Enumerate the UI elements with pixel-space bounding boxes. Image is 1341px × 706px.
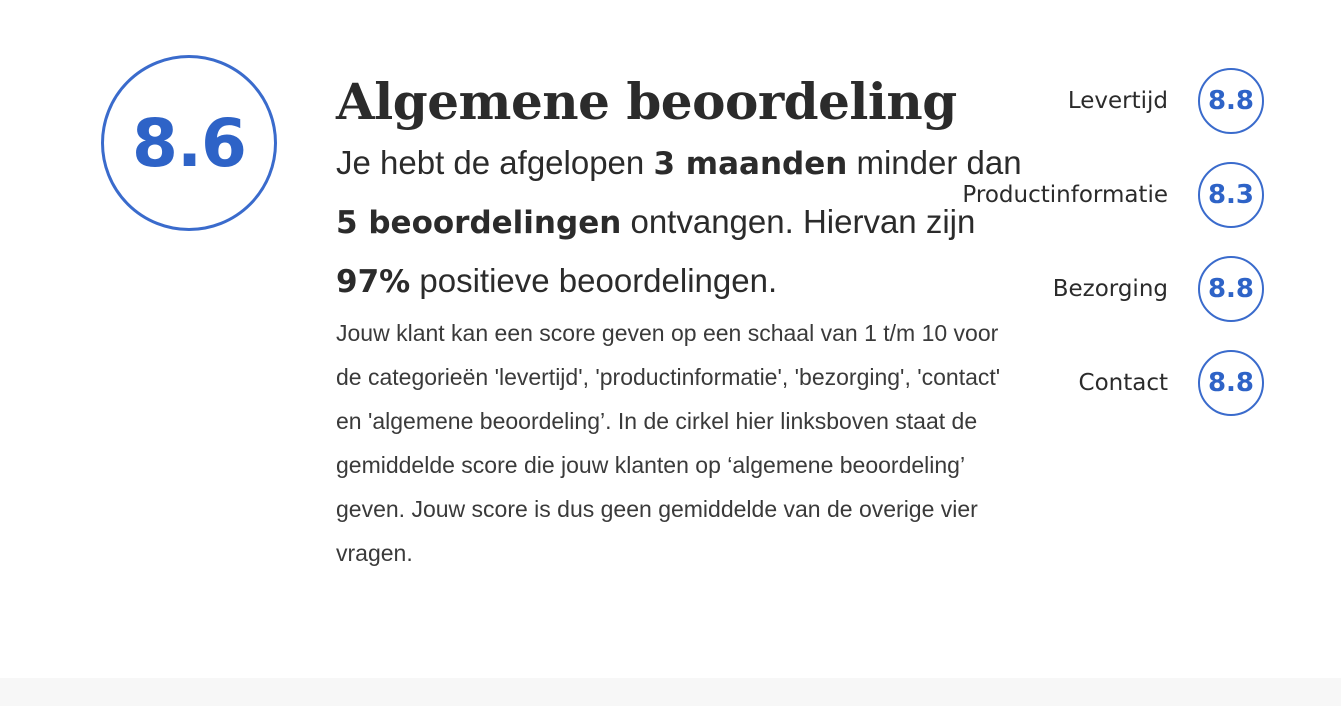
summary-count: 5 beoordelingen <box>336 205 622 241</box>
summary-text-3: ontvangen. Hiervan zijn <box>621 203 976 240</box>
rating-description: Jouw klant kan een score geven op een schaal van 1 t/m 10 voor de categorieën 'levertijd', 'productinformatie', 'bezorging', 'contact' en 'algemene beoordeling’. In de cirkel hier linksboven staat de gemiddelde score die jouw klanten op ‘algemene beoordeling’ geven. Jouw score is dus geen gemiddelde van de overige vier vragen. <box>336 320 1001 566</box>
category-label: Contact <box>1078 370 1168 396</box>
summary-period: 3 maanden <box>653 146 848 182</box>
category-label: Levertijd <box>1067 88 1168 114</box>
summary-text-2: minder dan <box>847 144 1022 181</box>
overall-score-value: 8.6 <box>132 104 246 182</box>
category-label: Bezorging <box>1052 276 1168 302</box>
category-row-bezorging <box>900 256 1264 322</box>
category-row-contact <box>900 350 1264 416</box>
category-score-circle: 8.8 <box>1198 68 1264 134</box>
category-score-circle: 8.8 <box>1198 256 1264 322</box>
category-row-productinformatie <box>900 162 1264 228</box>
overall-score-circle <box>101 55 277 231</box>
category-label: Productinformatie <box>962 182 1168 208</box>
summary-text-1: Je hebt de afgelopen <box>336 144 654 181</box>
category-scores <box>900 68 1264 444</box>
summary-percentage: 97% <box>336 264 411 300</box>
category-row-levertijd <box>900 68 1264 134</box>
summary-text-4: positieve beoordelingen. <box>410 262 778 299</box>
footer-divider <box>0 678 1341 706</box>
page-title: Algemene beoordeling <box>336 72 957 131</box>
category-score-circle: 8.3 <box>1198 162 1264 228</box>
category-score-circle: 8.8 <box>1198 350 1264 416</box>
